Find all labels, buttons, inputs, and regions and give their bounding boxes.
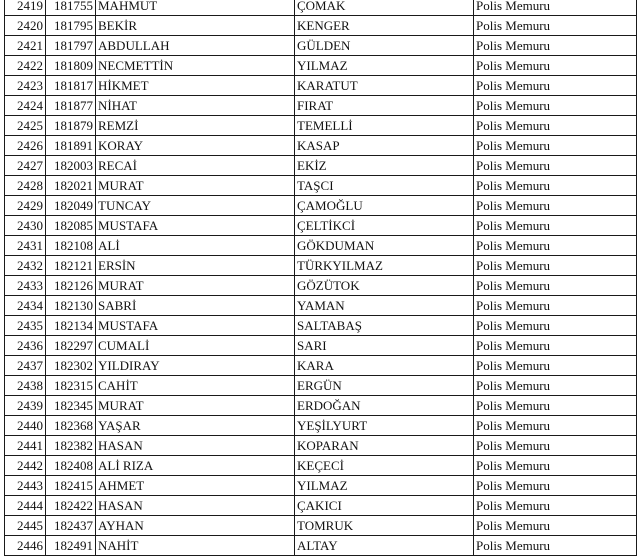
table-row	[5, 16, 637, 36]
table-row	[5, 196, 637, 216]
table-row	[5, 496, 637, 516]
first-name-cell: TUNCAY	[96, 196, 295, 216]
registry-no-cell: 181795	[46, 16, 96, 36]
title-cell: Polis Memuru	[474, 316, 637, 336]
last-name-cell: TOMRUK	[295, 516, 474, 536]
first-name-cell: ERSİN	[96, 256, 295, 276]
first-name-cell: MURAT	[96, 276, 295, 296]
registry-no-cell: 182491	[46, 536, 96, 556]
first-name-cell: KORAY	[96, 136, 295, 156]
title-cell: Polis Memuru	[474, 416, 637, 436]
row-number-cell: 2426	[5, 136, 46, 156]
table-row	[5, 396, 637, 416]
title-cell: Polis Memuru	[474, 216, 637, 236]
registry-no-cell: 181809	[46, 56, 96, 76]
title-cell: Polis Memuru	[474, 176, 637, 196]
table-row	[5, 476, 637, 496]
registry-no-cell: 181817	[46, 76, 96, 96]
title-cell: Polis Memuru	[474, 356, 637, 376]
registry-no-cell: 182422	[46, 496, 96, 516]
last-name-cell: ÇOMAK	[295, 0, 474, 16]
table-row	[5, 96, 637, 116]
registry-no-cell: 182382	[46, 436, 96, 456]
last-name-cell: GÖKDUMAN	[295, 236, 474, 256]
last-name-cell: ERGÜN	[295, 376, 474, 396]
title-cell: Polis Memuru	[474, 436, 637, 456]
last-name-cell: KEÇECİ	[295, 456, 474, 476]
first-name-cell: AYHAN	[96, 516, 295, 536]
last-name-cell: GÜLDEN	[295, 36, 474, 56]
registry-no-cell: 182049	[46, 196, 96, 216]
registry-no-cell: 181891	[46, 136, 96, 156]
table-row	[5, 116, 637, 136]
last-name-cell: KENGER	[295, 16, 474, 36]
last-name-cell: ERDOĞAN	[295, 396, 474, 416]
row-number-cell: 2435	[5, 316, 46, 336]
row-number-cell: 2425	[5, 116, 46, 136]
table-row	[5, 156, 637, 176]
table-row	[5, 416, 637, 436]
last-name-cell: KASAP	[295, 136, 474, 156]
title-cell: Polis Memuru	[474, 516, 637, 536]
title-cell: Polis Memuru	[474, 496, 637, 516]
row-number-cell: 2442	[5, 456, 46, 476]
first-name-cell: CAHİT	[96, 376, 295, 396]
first-name-cell: AHMET	[96, 476, 295, 496]
registry-no-cell: 181879	[46, 116, 96, 136]
row-number-cell: 2427	[5, 156, 46, 176]
table-row	[5, 256, 637, 276]
last-name-cell: YAMAN	[295, 296, 474, 316]
title-cell: Polis Memuru	[474, 456, 637, 476]
table-row	[5, 356, 637, 376]
registry-no-cell: 182021	[46, 176, 96, 196]
first-name-cell: HİKMET	[96, 76, 295, 96]
first-name-cell: NAHİT	[96, 536, 295, 556]
last-name-cell: ÇELTİKCİ	[295, 216, 474, 236]
first-name-cell: MUSTAFA	[96, 316, 295, 336]
title-cell: Polis Memuru	[474, 276, 637, 296]
table-row	[5, 316, 637, 336]
registry-no-cell: 182108	[46, 236, 96, 256]
table-row	[5, 36, 637, 56]
row-number-cell: 2431	[5, 236, 46, 256]
row-number-cell: 2444	[5, 496, 46, 516]
last-name-cell: YEŞİLYURT	[295, 416, 474, 436]
registry-no-cell: 182297	[46, 336, 96, 356]
title-cell: Polis Memuru	[474, 56, 637, 76]
last-name-cell: KARA	[295, 356, 474, 376]
title-cell: Polis Memuru	[474, 236, 637, 256]
first-name-cell: MUSTAFA	[96, 216, 295, 236]
title-cell: Polis Memuru	[474, 396, 637, 416]
first-name-cell: CUMALİ	[96, 336, 295, 356]
last-name-cell: ÇAKICI	[295, 496, 474, 516]
row-number-cell: 2437	[5, 356, 46, 376]
row-number-cell: 2440	[5, 416, 46, 436]
first-name-cell: MAHMUT	[96, 0, 295, 16]
table-row	[5, 296, 637, 316]
registry-no-cell: 182415	[46, 476, 96, 496]
row-number-cell: 2439	[5, 396, 46, 416]
last-name-cell: FIRAT	[295, 96, 474, 116]
first-name-cell: NECMETTİN	[96, 56, 295, 76]
last-name-cell: YILMAZ	[295, 476, 474, 496]
registry-no-cell: 182302	[46, 356, 96, 376]
row-number-cell: 2434	[5, 296, 46, 316]
row-number-cell: 2430	[5, 216, 46, 236]
first-name-cell: ALİ RIZA	[96, 456, 295, 476]
row-number-cell: 2443	[5, 476, 46, 496]
title-cell: Polis Memuru	[474, 156, 637, 176]
title-cell: Polis Memuru	[474, 196, 637, 216]
registry-no-cell: 182315	[46, 376, 96, 396]
table-row	[5, 536, 637, 556]
table-row	[5, 516, 637, 536]
registry-no-cell: 181797	[46, 36, 96, 56]
row-number-cell: 2446	[5, 536, 46, 556]
first-name-cell: RECAİ	[96, 156, 295, 176]
personnel-table	[4, 0, 637, 556]
registry-no-cell: 182085	[46, 216, 96, 236]
row-number-cell: 2432	[5, 256, 46, 276]
registry-no-cell: 182345	[46, 396, 96, 416]
last-name-cell: KARATUT	[295, 76, 474, 96]
last-name-cell: TAŞCI	[295, 176, 474, 196]
row-number-cell: 2428	[5, 176, 46, 196]
row-number-cell: 2420	[5, 16, 46, 36]
last-name-cell: GÖZÜTOK	[295, 276, 474, 296]
last-name-cell: EKİZ	[295, 156, 474, 176]
table-row	[5, 76, 637, 96]
row-number-cell: 2424	[5, 96, 46, 116]
last-name-cell: SALTABAŞ	[295, 316, 474, 336]
first-name-cell: ABDULLAH	[96, 36, 295, 56]
first-name-cell: HASAN	[96, 496, 295, 516]
first-name-cell: ALİ	[96, 236, 295, 256]
row-number-cell: 2441	[5, 436, 46, 456]
registry-no-cell: 182003	[46, 156, 96, 176]
first-name-cell: YAŞAR	[96, 416, 295, 436]
registry-no-cell: 182130	[46, 296, 96, 316]
registry-no-cell: 182368	[46, 416, 96, 436]
title-cell: Polis Memuru	[474, 296, 637, 316]
title-cell: Polis Memuru	[474, 536, 637, 556]
table-row	[5, 136, 637, 156]
last-name-cell: TÜRKYILMAZ	[295, 256, 474, 276]
title-cell: Polis Memuru	[474, 76, 637, 96]
row-number-cell: 2421	[5, 36, 46, 56]
row-number-cell: 2423	[5, 76, 46, 96]
row-number-cell: 2422	[5, 56, 46, 76]
title-cell: Polis Memuru	[474, 336, 637, 356]
row-number-cell: 2433	[5, 276, 46, 296]
title-cell: Polis Memuru	[474, 16, 637, 36]
first-name-cell: NİHAT	[96, 96, 295, 116]
registry-no-cell: 182134	[46, 316, 96, 336]
title-cell: Polis Memuru	[474, 476, 637, 496]
first-name-cell: BEKİR	[96, 16, 295, 36]
table-row	[5, 376, 637, 396]
table-row	[5, 236, 637, 256]
registry-no-cell: 182408	[46, 456, 96, 476]
title-cell: Polis Memuru	[474, 116, 637, 136]
table-row	[5, 176, 637, 196]
row-number-cell: 2445	[5, 516, 46, 536]
table-row	[5, 216, 637, 236]
title-cell: Polis Memuru	[474, 136, 637, 156]
table-row	[5, 436, 637, 456]
first-name-cell: HASAN	[96, 436, 295, 456]
first-name-cell: MURAT	[96, 176, 295, 196]
row-number-cell: 2436	[5, 336, 46, 356]
last-name-cell: ÇAMOĞLU	[295, 196, 474, 216]
table-row	[5, 336, 637, 356]
registry-no-cell: 182437	[46, 516, 96, 536]
first-name-cell: SABRİ	[96, 296, 295, 316]
last-name-cell: YILMAZ	[295, 56, 474, 76]
table-row	[5, 276, 637, 296]
last-name-cell: KOPARAN	[295, 436, 474, 456]
registry-no-cell: 181877	[46, 96, 96, 116]
last-name-cell: SARI	[295, 336, 474, 356]
table-row	[5, 56, 637, 76]
row-number-cell: 2419	[5, 0, 46, 16]
title-cell: Polis Memuru	[474, 376, 637, 396]
first-name-cell: MURAT	[96, 396, 295, 416]
title-cell: Polis Memuru	[474, 0, 637, 16]
first-name-cell: YILDIRAY	[96, 356, 295, 376]
last-name-cell: ALTAY	[295, 536, 474, 556]
table-row	[5, 456, 637, 476]
row-number-cell: 2429	[5, 196, 46, 216]
first-name-cell: REMZİ	[96, 116, 295, 136]
registry-no-cell: 182121	[46, 256, 96, 276]
row-number-cell: 2438	[5, 376, 46, 396]
title-cell: Polis Memuru	[474, 96, 637, 116]
last-name-cell: TEMELLİ	[295, 116, 474, 136]
title-cell: Polis Memuru	[474, 36, 637, 56]
registry-no-cell: 181755	[46, 0, 96, 16]
title-cell: Polis Memuru	[474, 256, 637, 276]
registry-no-cell: 182126	[46, 276, 96, 296]
table-row	[5, 0, 637, 16]
